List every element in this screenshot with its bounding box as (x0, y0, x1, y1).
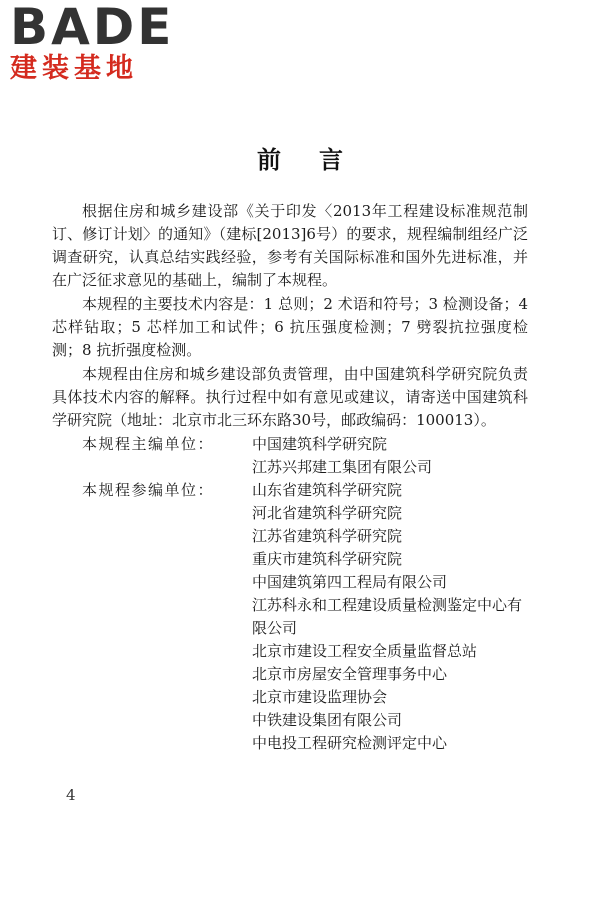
list-item: 江苏兴邦建工集团有限公司 (252, 458, 433, 476)
preface-paragraph-basis: 根据住房和城乡建设部《关于印发〈2013年工程建设标准规范制订、修订计划〉的通知》（建标[2013]6号）的要求，规程编制组经广泛调查研究，认真总结实践经验，参考有关国际标准和国外先进标准，并在广泛征求意见的基础上，编制了本规程。 (52, 202, 528, 289)
chief-units-row (52, 433, 528, 479)
list-item: 中国建筑科学研究院 (252, 435, 388, 453)
list-item: 江苏省建筑科学研究院 (252, 527, 403, 545)
chief-units-list (252, 433, 528, 479)
list-item: 北京市房屋安全管理事务中心 (252, 665, 448, 683)
list-item: 北京市建设工程安全质量监督总站 (252, 642, 478, 660)
list-item: 中国建筑第四工程局有限公司 (252, 573, 448, 591)
preface-paragraph-contents: 本规程的主要技术内容是：1 总则；2 术语和符号；3 检测设备；4 芯样钻取；5 芯样加工和试件；6 抗压强度检测；7 劈裂抗拉强度检测；8 抗折强度检测。 (52, 295, 528, 359)
participating-units-row (52, 479, 528, 755)
preface-content (52, 200, 528, 755)
list-item: 江苏科永和工程建设质量检测鉴定中心有限公司 (252, 596, 523, 637)
list-item: 北京市建设监理协会 (252, 688, 388, 706)
list-item: 河北省建筑科学研究院 (252, 504, 403, 522)
preface-paragraph-management: 本规程由住房和城乡建设部负责管理，由中国建筑科学研究院负责具体技术内容的解释。执行过程中如有意见或建议，请寄送中国建筑科学研究院（地址：北京市北三环东路30号，邮政编码：100013）。 (52, 365, 528, 429)
participating-units-label: 本规程参编单位： (82, 481, 215, 499)
page-title: 前言 (257, 145, 381, 174)
list-item: 重庆市建筑科学研究院 (252, 550, 403, 568)
page-number: 4 (66, 786, 76, 804)
editing-units (52, 433, 528, 755)
list-item: 中电投工程研究检测评定中心 (252, 734, 448, 752)
participating-units-list (252, 479, 528, 755)
logo-chinese-text: 建装基地 (10, 53, 138, 84)
logo-wordmark: BADE (10, 0, 175, 56)
chief-units-label: 本规程主编单位： (82, 435, 215, 453)
list-item: 山东省建筑科学研究院 (252, 481, 403, 499)
list-item: 中铁建设集团有限公司 (252, 711, 403, 729)
